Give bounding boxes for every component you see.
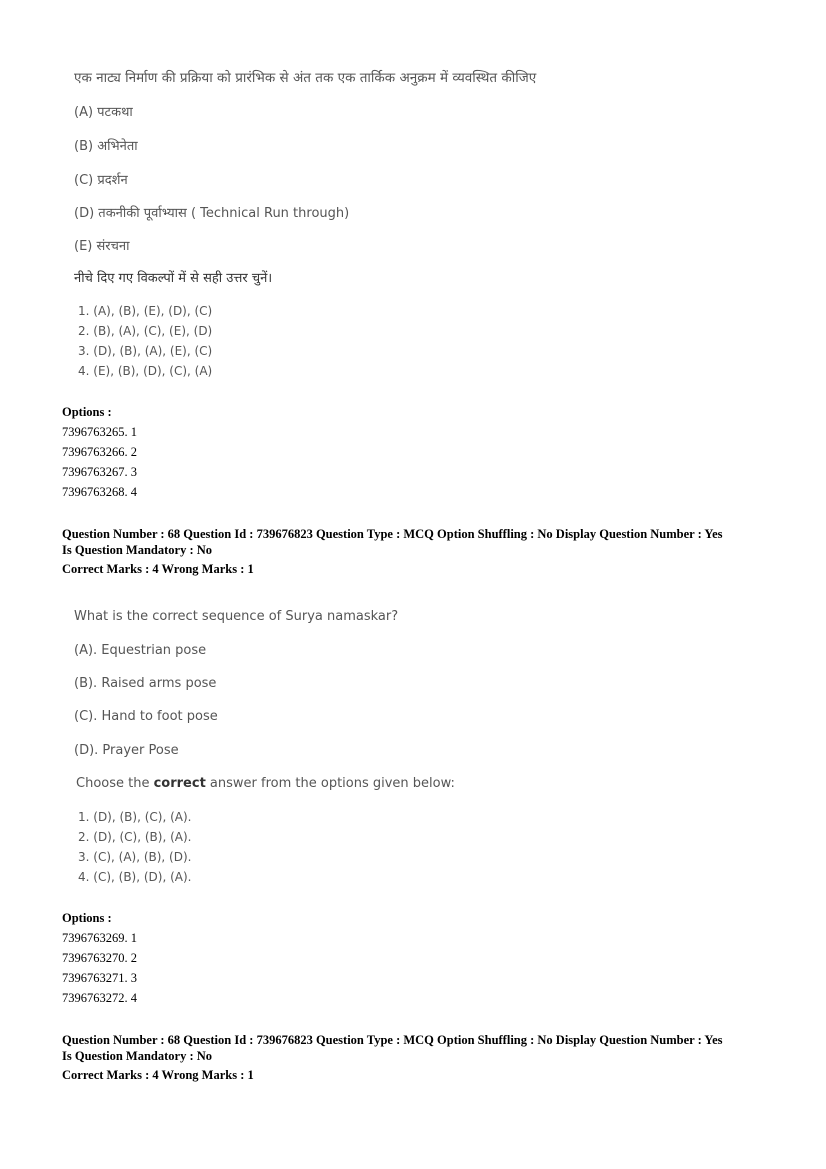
- question-1-item-d: (D) तकनीकी पूर्वाभ्यास ( Technical Run through): [74, 206, 350, 221]
- question-1-stem: एक नाट्य निर्माण की प्रक्रिया को प्रारंभिक से अंत तक एक तार्किक अनुक्रम में व्यवस्थित कीजिए: [74, 70, 537, 86]
- question-1-item-a: (A) पटकथा: [74, 105, 133, 120]
- option-item: 7396763270. 2: [62, 951, 137, 965]
- option-item: 7396763272. 4: [62, 991, 137, 1005]
- question-1-choice-1: 1. (A), (B), (E), (D), (C): [78, 304, 213, 318]
- question-meta-line-1: Question Number : 68 Question Id : 739676823 Question Type : MCQ Option Shuffling : No Display Question Number : Yes: [62, 527, 723, 541]
- question-2-choice-3: 3. (C), (A), (B), (D).: [78, 850, 192, 864]
- question-meta-line-3: Correct Marks : 4 Wrong Marks : 1: [62, 1068, 254, 1082]
- options-label-1: Options :: [62, 405, 112, 419]
- question-2-item-b: (B). Raised arms pose: [74, 676, 217, 691]
- option-item: 7396763271. 3: [62, 971, 137, 985]
- question-meta-line-2: Is Question Mandatory : No: [62, 1049, 213, 1063]
- question-2-instruction: [76, 776, 455, 791]
- instruction-pre: Choose the: [76, 776, 154, 791]
- question-1-choice-2: 2. (B), (A), (C), (E), (D): [78, 324, 213, 338]
- question-1-choice-4: 4. (E), (B), (D), (C), (A): [78, 364, 213, 378]
- question-1-instruction: नीचे दिए गए विकल्पों में से सही उत्तर चुनें।: [74, 271, 273, 286]
- option-item: 7396763266. 2: [62, 445, 137, 459]
- question-1-item-c: (C) प्रदर्शन: [74, 173, 128, 188]
- question-2-choice-2: 2. (D), (C), (B), (A).: [78, 830, 192, 844]
- question-2-stem: What is the correct sequence of Surya namaskar?: [74, 609, 399, 624]
- instruction-post: answer from the options given below:: [205, 776, 455, 791]
- question-meta-line-1: Question Number : 68 Question Id : 739676823 Question Type : MCQ Option Shuffling : No Display Question Number : Yes: [62, 1033, 723, 1047]
- instruction-bold: correct: [153, 776, 206, 791]
- question-2-choice-4: 4. (C), (B), (D), (A).: [78, 870, 192, 884]
- question-1-item-b: (B) अभिनेता: [74, 139, 138, 154]
- question-2-choice-1: 1. (D), (B), (C), (A).: [78, 810, 192, 824]
- option-item: 7396763265. 1: [62, 425, 137, 439]
- option-item: 7396763268. 4: [62, 485, 137, 499]
- question-1-choice-3: 3. (D), (B), (A), (E), (C): [78, 344, 213, 358]
- question-2-item-d: (D). Prayer Pose: [74, 743, 179, 758]
- option-item: 7396763267. 3: [62, 465, 137, 479]
- option-item: 7396763269. 1: [62, 931, 137, 945]
- question-1-item-e: (E) संरचना: [74, 239, 130, 254]
- options-label-2: Options :: [62, 911, 112, 925]
- question-meta-line-2: Is Question Mandatory : No: [62, 543, 213, 557]
- question-2-item-c: (C). Hand to foot pose: [74, 709, 218, 724]
- question-2-item-a: (A). Equestrian pose: [74, 643, 207, 658]
- question-meta-line-3: Correct Marks : 4 Wrong Marks : 1: [62, 562, 254, 576]
